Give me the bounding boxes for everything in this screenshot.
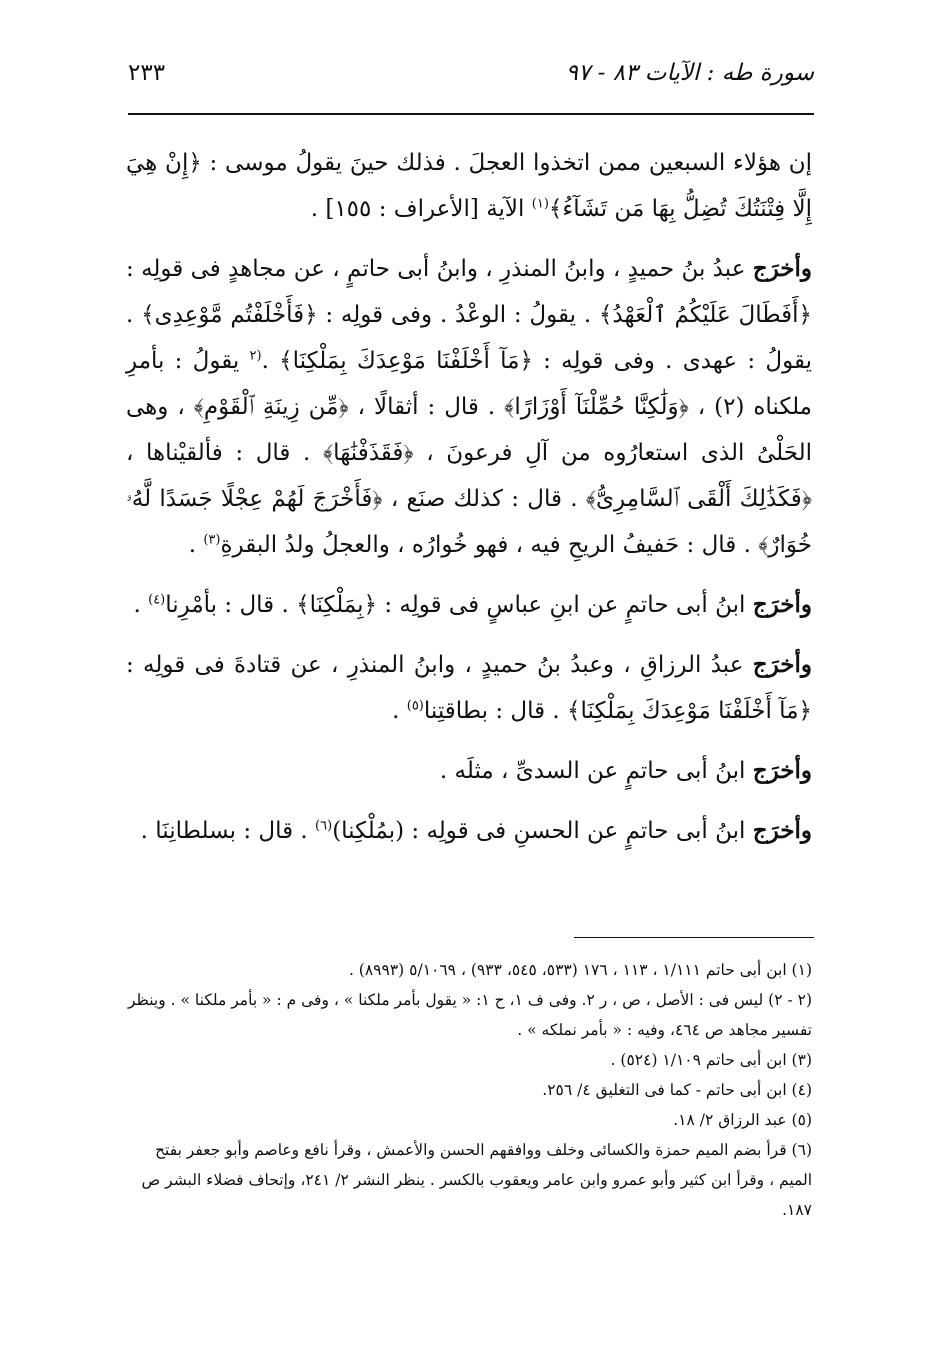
footnote: (٢ - ٢) ليس فى : الأصل ، ص ، ر ٢. وفى ف ١، ح ١: « يقول بأمر ملكنا » ، وفى م : « بأمر ملكنا » . وينظر تفسير مجاهد ص ٤٦٤، وفيه : « بأمر نملكه » . xyxy=(127,991,812,1039)
paragraph-text: إن هؤلاء السبعين ممن اتخذوا العجلَ . فذلك حينَ يقولُ موسى : ﴿إِنْ هِيَ إِلَّا فِتْنَتُكَ تُضِلُّ بِهَا مَن تَشَآءُ﴾ xyxy=(126,150,812,222)
footnote: (٦) قرأ بضم الميم حمزة والكسائى وخلف ووافقهم الحسن والأعمش ، وقرأ نافع وعاصم وأبو جعفر بفتح الميم ، وقرأ ابن كثير وأبو عمرو وابن عامر ويعقوب بالكسر . ينظر النشر ٢/ ٢٤١، وإتحاف فضلاء البشر ص ١٨٧. xyxy=(141,1141,812,1219)
page-number: ٢٣٣ xyxy=(128,60,166,86)
paragraph-text-end: يقولُ : بأمرِ ملكناه (٢) ، ﴿وَلَٰكِنَّا حُمِّلْنَآ أَوْزَارًا﴾ . قال : أثقالًا ، ﴿مِّن زِينَةِ ٱلْقَوْمِ﴾ ، وهى الحَلْىُ الذى استعارُوه من آلِ فرعونَ ، ﴿فَقَذَفْنَٰهَا﴾ . قال : فألقيْناها ، ﴿فَكَذَٰلِكَ أَلْقَى ٱلسَّامِرِىُّ﴾ . قال : كذلك صنَع ، ﴿فَأَخْرَجَ لَهُمْ عِجْلًا جَسَدًا لَّهُۥ خُوَارٌ﴾ . قال : حَفيفُ الريحِ فيه ، فهو خُوارُه ، والعجلُ ولدُ البقرةِ xyxy=(126,348,812,558)
footnote-separator xyxy=(574,937,814,938)
paragraph-text-end: . قال : بسلطانِنَا . xyxy=(140,818,316,844)
footnote-ref: (٥) xyxy=(406,698,424,714)
paragraph-text: ابنُ أبى حاتمٍ عن الحسنِ فى قولِه : (بمُلْكِنا) xyxy=(332,818,753,844)
paragraph-text-end: . xyxy=(133,592,149,618)
paragraph-lead: وأخرَج xyxy=(752,255,812,282)
paragraph-text: عبدُ الرزاقِ ، وعبدُ بنُ حميدٍ ، وابنُ المنذرِ ، عن قتادةَ فى قولِه : ﴿مَآ أَخْلَفْنَا مَوْعِدَكَ بِمَلْكِنَا﴾ . قال : بطاقتِنا xyxy=(126,652,812,724)
header-rule xyxy=(128,113,814,115)
footnote-ref: (٢ xyxy=(249,348,262,364)
paragraph xyxy=(126,642,812,734)
footnote-ref: (٣) xyxy=(203,532,221,548)
footnote: (٥) عبد الرزاق ٢/ ١٨. xyxy=(673,1111,812,1129)
paragraph xyxy=(126,582,812,628)
paragraph-text: ابنُ أبى حاتمٍ عن السدىِّ ، مثلَه . xyxy=(439,758,753,784)
paragraph-text-end: . xyxy=(392,698,407,724)
footnotes xyxy=(126,955,812,1225)
paragraph-lead: وأخرَج xyxy=(752,757,812,784)
footnote-ref: (٤) xyxy=(148,592,166,608)
footnote: (١) ابن أبى حاتم ١/١١١ ، ١١٣ ، ١٧٦ (٥٣٣، ٥٤٥، ٩٣٣) ، ٥/١٠٦٩ (٨٩٩٣) . xyxy=(348,961,812,979)
paragraph-lead: وأخرَج xyxy=(752,651,812,678)
footnote: (٣) ابن أبى حاتم ١/١٠٩ (٥٢٤) . xyxy=(610,1051,812,1069)
paragraph xyxy=(126,246,812,568)
main-text xyxy=(126,140,812,868)
paragraph xyxy=(126,748,812,794)
paragraph-text-end: الآية [الأعراف : ١٥٥] . xyxy=(310,196,532,222)
footnote-ref: (١) xyxy=(531,196,549,212)
paragraph-text: ابنُ أبى حاتمٍ عن ابنِ عباسٍ فى قولِه : ﴿بِمَلْكِنَا﴾ . قال : بأمْرِنا xyxy=(165,592,753,618)
paragraph-lead: وأخرَج xyxy=(752,591,812,618)
paragraph-text: عبدُ بنُ حميدٍ ، وابنُ المنذرِ ، وابنُ أبى حاتمٍ ، عن مجاهدٍ فى قولِه : ﴿أَفَطَالَ عَلَيْكُمُ ٱلْعَهْدُ﴾ . يقولُ : الوعْدُ . وفى قولِه : ﴿فَأَخْلَفْتُم مَّوْعِدِى﴾ . يقولُ : عهدى . وفى قولِه : ﴿مَآ أَخْلَفْنَا مَوْعِدَكَ بِمَلْكِنَا﴾ . xyxy=(126,256,812,374)
footnote-ref: (٦) xyxy=(315,818,333,834)
paragraph-lead: وأخرَج xyxy=(752,817,812,844)
paragraph-text-end: . xyxy=(188,532,204,558)
footnote: (٤) ابن أبى حاتم - كما فى التغليق ٤/ ٢٥٦. xyxy=(542,1081,812,1099)
paragraph xyxy=(126,140,812,232)
header-title: سورة طه : الآيات ٨٣ - ٩٧ xyxy=(565,60,814,86)
paragraph xyxy=(126,808,812,854)
running-header xyxy=(128,56,814,106)
